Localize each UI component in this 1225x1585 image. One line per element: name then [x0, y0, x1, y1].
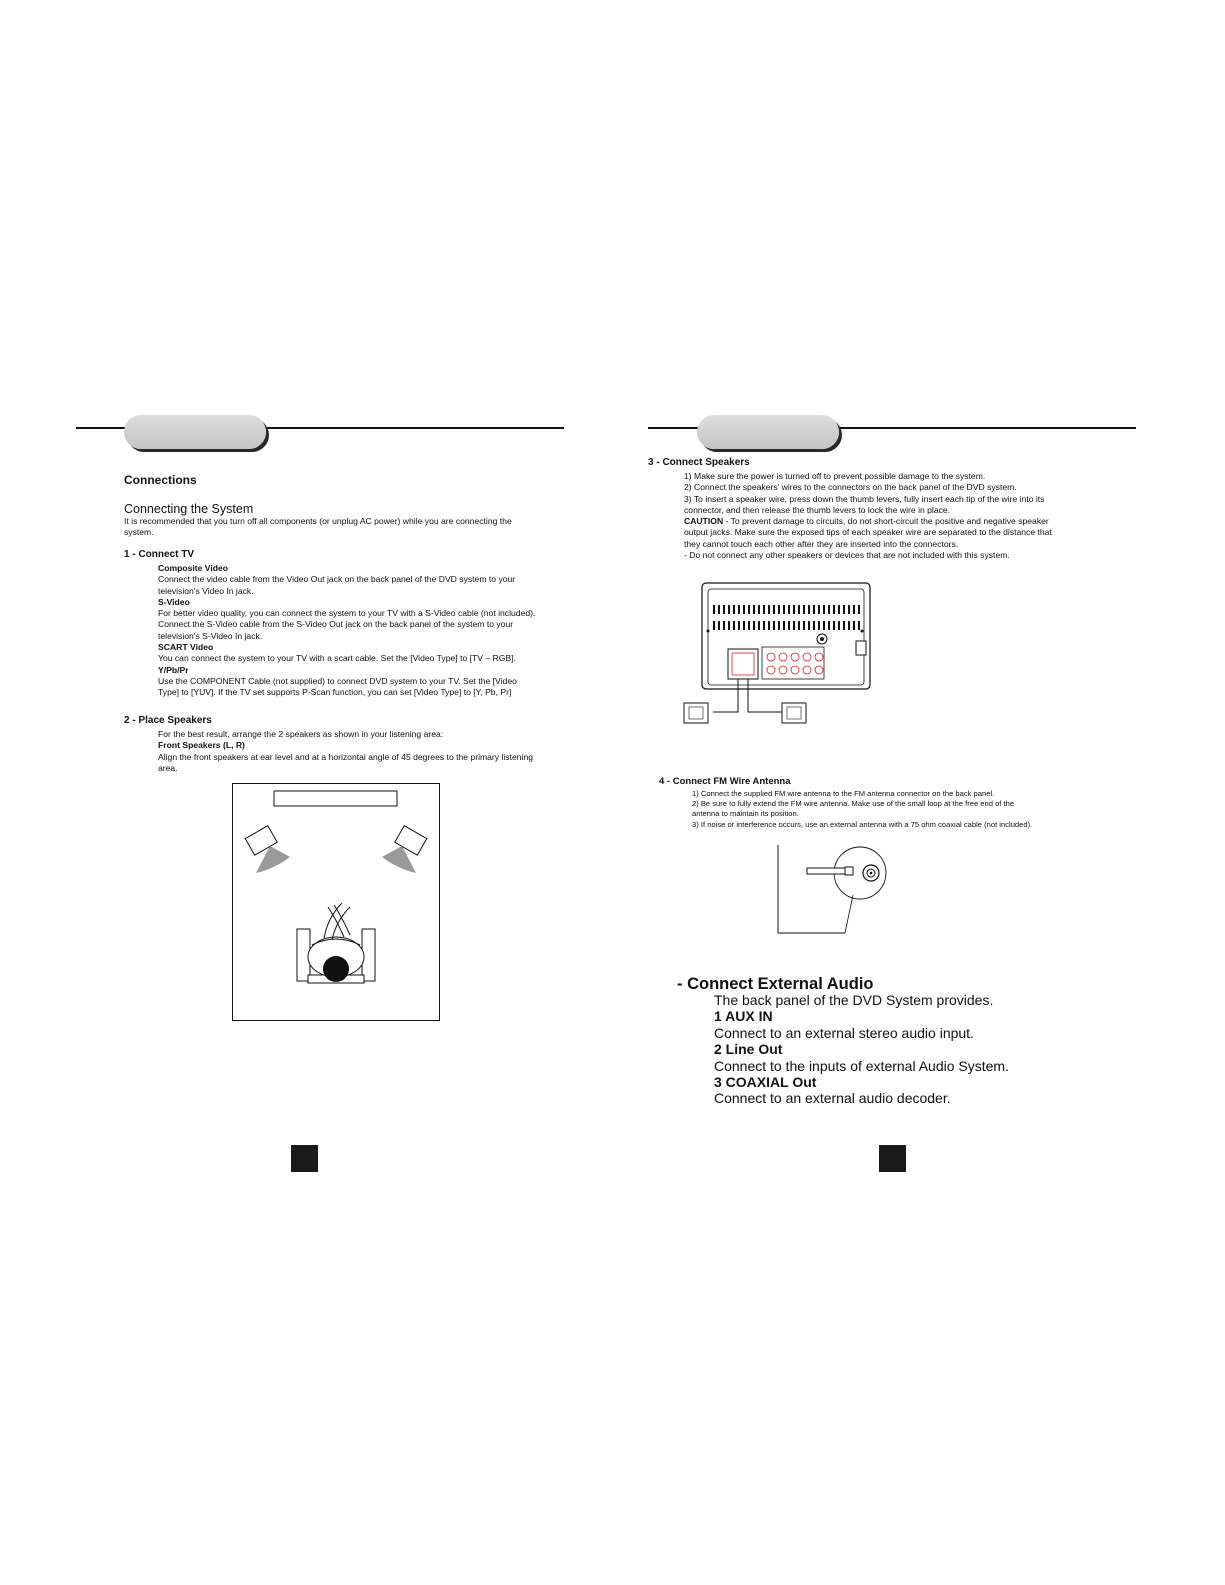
subheading: Connecting the System — [124, 502, 254, 516]
section-place-speakers-title: 2 - Place Speakers — [124, 715, 212, 726]
right-header-tab — [697, 415, 839, 449]
section-external-audio-body: The back panel of the DVD System provides. 1 AUX IN Connect to an external stereo audio input. 2 Line Out Connect to the inputs of external Audio System. 3 COAXIAL Out Connect to an external audio decoder. — [714, 992, 1009, 1107]
section-connect-tv-title: 1 - Connect TV — [124, 549, 195, 560]
fm-antenna-diagram — [775, 845, 895, 940]
section-connect-tv-body: Composite Video Connect the video cable from the Video Out jack on the back panel of the DVD system to your television's Video In jack. S-Video For better video quality, you can connect the system to your TV with a S-Video cable (not included). Connect the S-Video cable from the S-Video Out jack on the back panel of the system to your television's S-Video In jack. SCART Video You can connect the system to your TV with a scart cable. Set the [Video Type] to [TV – RGB]. Y/Pb/Pr Use the COMPONENT Cable (not supplied) to connect DVD system to your TV. Set the [Video Type] to [YUV]. If the TV set supports P-Scan function, you can set [Video Type] to [Y, Pb, Pr] — [158, 563, 536, 698]
right-speaker-icon — [782, 703, 806, 723]
intro-text: It is recommended that you turn off all components (or unplug AC power) while you are connecting the system. — [124, 516, 512, 538]
left-speaker-icon — [684, 703, 708, 723]
section-fm-antenna-body: 1) Connect the supplied FM wire antenna to the FM antenna connector on the back panel. 2) Be sure to fully extend the FM wire antenna. Make use of the small loop at the free end of the antenna to maintain its position. 3) If noise or interference occurs, use an external antenna with a 75 ohm coaxial cable (not included). — [692, 789, 1033, 829]
back-panel-diagram — [680, 577, 880, 727]
tv-screen — [274, 791, 397, 806]
section-connect-speakers-title: 3 - Connect Speakers — [648, 457, 750, 468]
speaker-terminal-block — [728, 649, 758, 679]
section-fm-antenna-title: 4 - Connect FM Wire Antenna — [659, 776, 791, 787]
left-header-tab — [124, 415, 266, 449]
caution-label: CAUTION — [684, 516, 724, 527]
section-place-speakers-body: For the best result, arrange the 2 speakers as shown in your listening area: Front Speakers (L, R) Align the front speakers at ear level and at a horizontal angle of 45 degrees to the primary listening area. — [158, 729, 534, 773]
section-external-audio-title: - Connect External Audio — [677, 975, 874, 993]
speaker-placement-diagram — [232, 783, 440, 1021]
left-page-number — [291, 1145, 318, 1172]
page-heading: Connections — [124, 473, 197, 487]
section-connect-speakers-body: 1) Make sure the power is turned off to prevent possible damage to the system. 2) Connect the speakers' wires to the connectors on the back panel of the DVD system. 3) To insert a speaker wire, press down the thumb levers, fully insert each tip of the wire into its connector, and then release the thumb levers to lock the wire in place. CAUTION - To prevent damage to circuits, do not short-circuit the positive and negative speaker output jacks. Make sure the exposed tips of each speaker wire are separated to the distance that they cannot touch each other after they are inserted into the connectors. - Do not connect any other speakers or devices that are not included with this system. — [684, 471, 1052, 561]
right-page-number — [879, 1145, 906, 1172]
